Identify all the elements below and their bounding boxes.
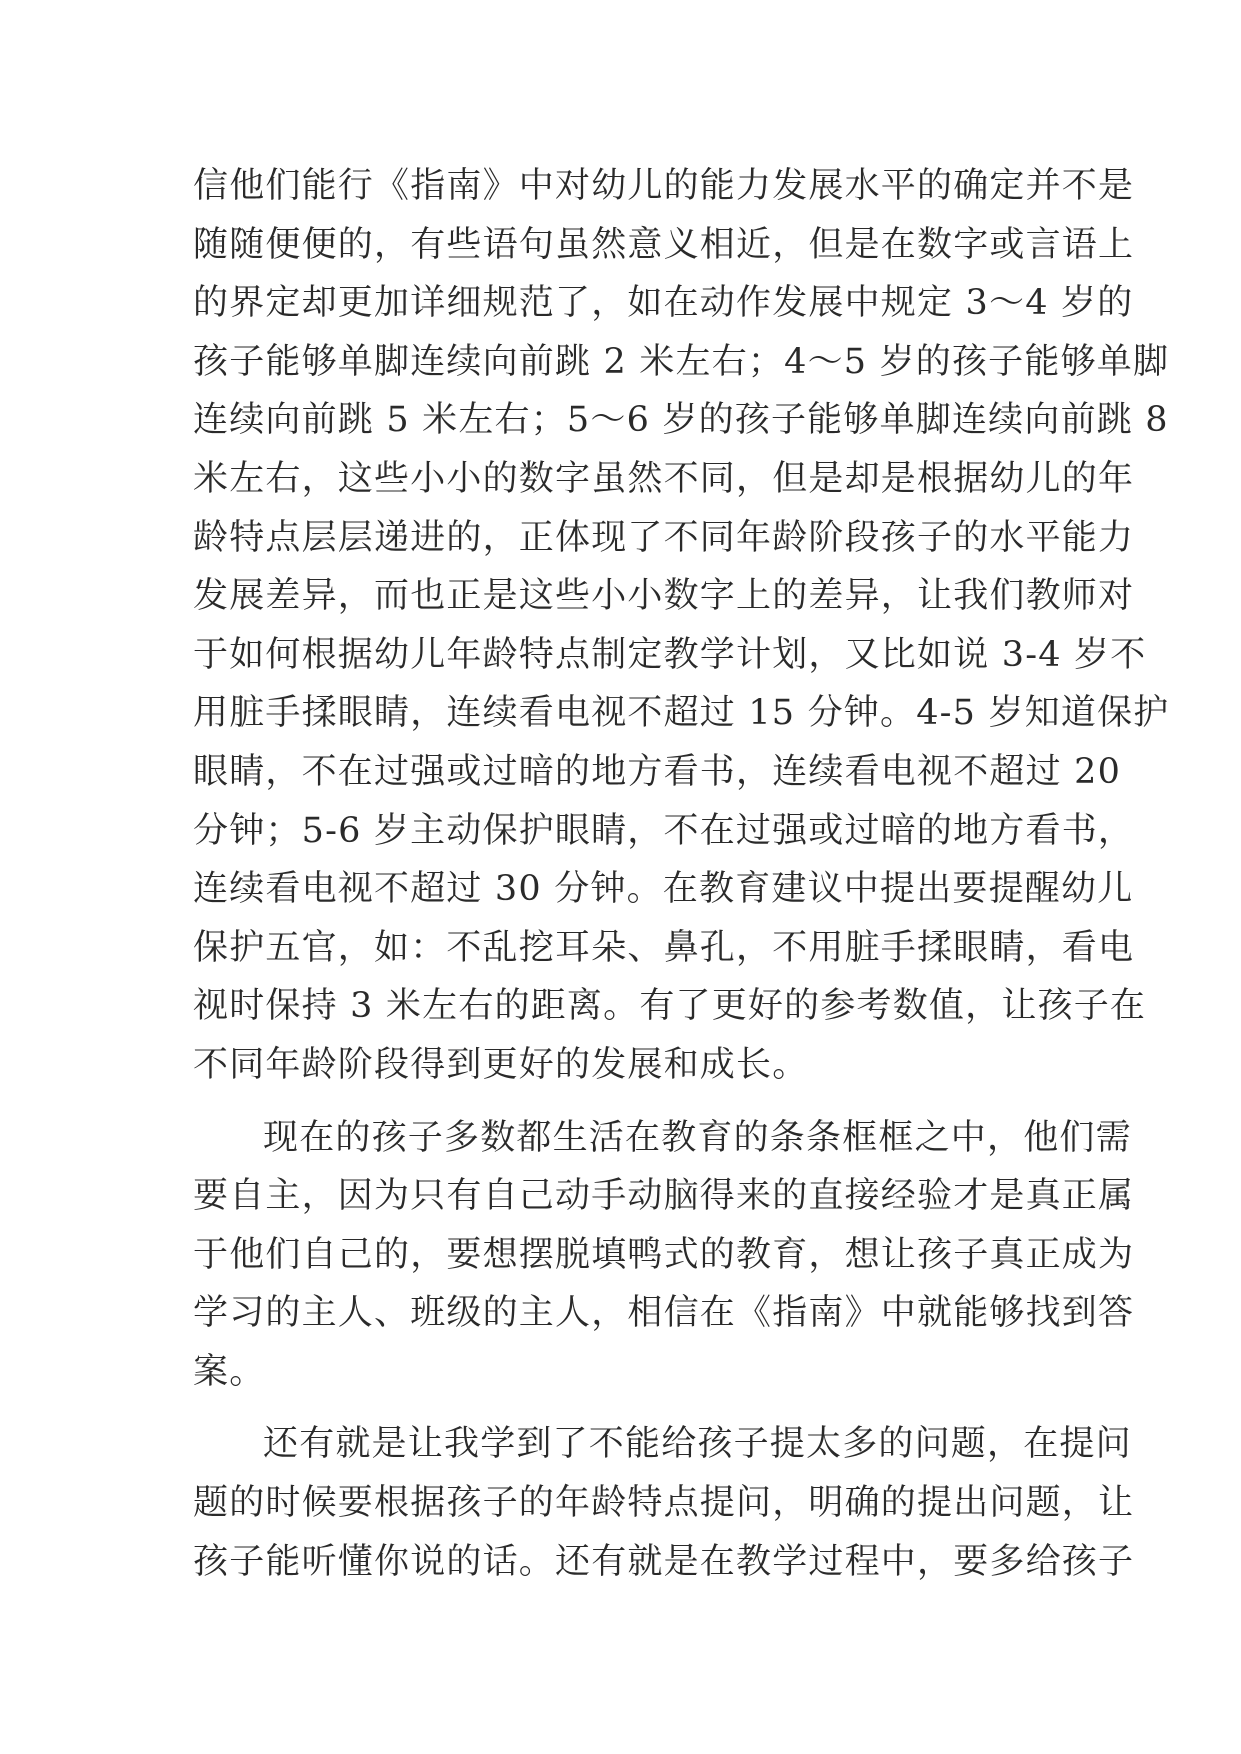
- paragraph-first-line: 现在的孩子多数都生活在教育的条条框框之中，他们需: [263, 1117, 1132, 1158]
- text-line: 保护五官，如：不乱挖耳朵、鼻孔，不用脏手揉眼睛，看电: [193, 927, 1135, 968]
- text-line: 不同年龄阶段得到更好的发展和成长。: [193, 1044, 809, 1085]
- body-text: [193, 157, 1170, 1591]
- text-line: 用脏手揉眼睛，连续看电视不超过 15 分钟。4-5 岁知道保护: [193, 693, 1170, 734]
- text-line: 连续向前跳 5 米左右；5～6 岁的孩子能够单脚连续向前跳 8: [193, 400, 1169, 441]
- text-line: 分钟；5-6 岁主动保护眼睛，不在过强或过暗的地方看书，: [193, 810, 1135, 851]
- text-line: 眼睛，不在过强或过暗的地方看书，连续看电视不超过 20: [193, 751, 1122, 792]
- text-line: 随随便便的，有些语句虽然意义相近，但是在数字或言语上: [193, 224, 1135, 265]
- text-line: 信他们能行《指南》中对幼儿的能力发展水平的确定并不是: [193, 166, 1135, 206]
- text-line: 视时保持 3 米左右的距离。有了更好的参考数值，让孩子在: [193, 986, 1147, 1027]
- text-line: 案。: [193, 1351, 266, 1392]
- text-line: 于他们自己的，要想摆脱填鸭式的教育，想让孩子真正成为: [193, 1234, 1135, 1275]
- text-line: 孩子能够单脚连续向前跳 2 米左右；4～5 岁的孩子能够单脚: [193, 341, 1170, 382]
- text-line: 连续看电视不超过 30 分钟。在教育建议中提出要提醒幼儿: [193, 869, 1134, 910]
- text-line: 米左右，这些小小的数字虽然不同，但是却是根据幼儿的年: [193, 458, 1135, 499]
- text-line: 的界定却更加详细规范了，如在动作发展中规定 3～4 岁的: [193, 283, 1134, 324]
- text-line: 学习的主人、班级的主人，相信在《指南》中就能够找到答: [193, 1293, 1135, 1334]
- text-line: 要自主，因为只有自己动手动脑得来的直接经验才是真正属: [193, 1176, 1135, 1217]
- paragraph-first-line: 还有就是让我学到了不能给孩子提太多的问题，在提问: [263, 1424, 1132, 1465]
- text-line: 于如何根据幼儿年龄特点制定教学计划，又比如说 3-4 岁不: [193, 634, 1147, 675]
- text-line: 发展差异，而也正是这些小小数字上的差异，让我们教师对: [193, 576, 1135, 617]
- text-line: 题的时候要根据孩子的年龄特点提问，明确的提出问题，让: [193, 1483, 1135, 1524]
- text-line: 孩子能听懂你说的话。还有就是在教学过程中，要多给孩子: [193, 1541, 1135, 1582]
- text-line: 龄特点层层递进的，正体现了不同年龄阶段孩子的水平能力: [193, 517, 1135, 558]
